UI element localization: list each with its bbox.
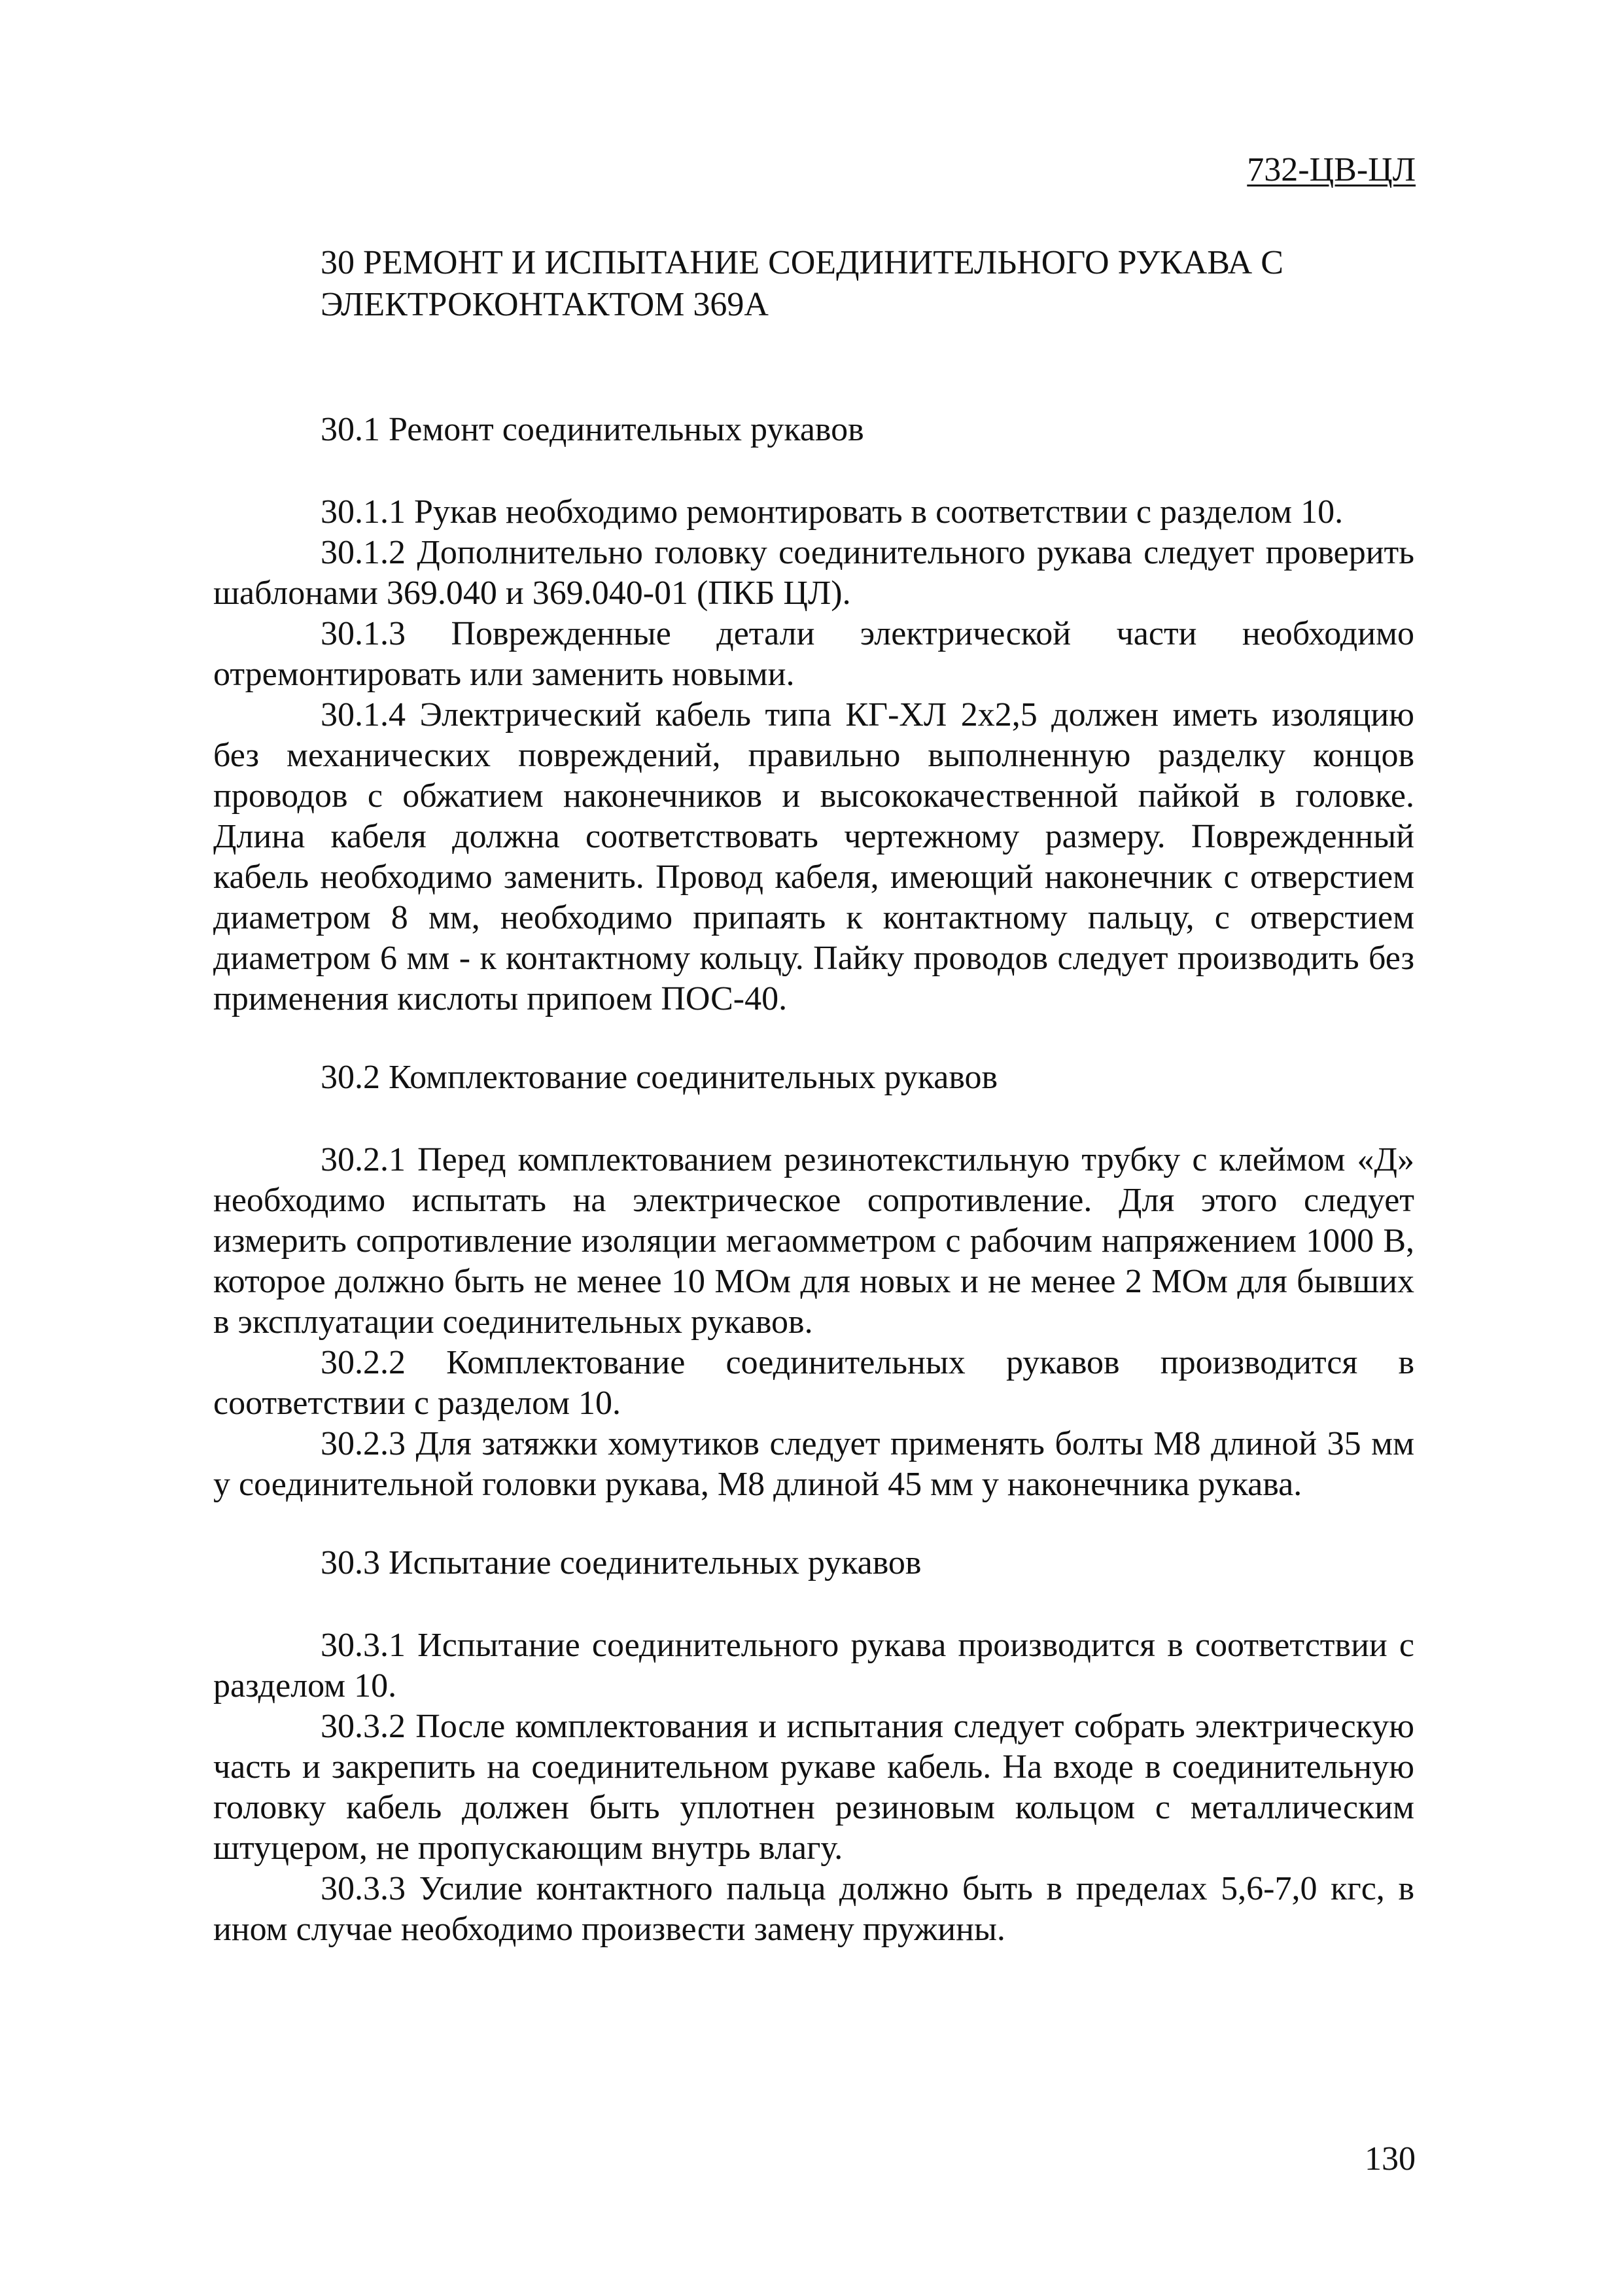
page-content (213, 242, 1414, 1950)
document-code: 732-ЦВ-ЦЛ (1247, 151, 1416, 188)
paragraph-30-3-3: 30.3.3 Усилие контактного пальца должно быть в пределах 5,6-7,0 кгс, в ином случае необходимо произвести замену пружины. (213, 1870, 1414, 1948)
subsection-heading-30-3: 30.3 Испытание соединительных рукавов (321, 1544, 922, 1581)
paragraph-30-1-1: 30.1.1 Рукав необходимо ремонтировать в соответствии с разделом 10. (321, 493, 1344, 531)
paragraph-30-2-1: 30.2.1 Перед комплектованием резинотекстильную трубку с клеймом «Д» необходимо испытать на электрическое сопротивление. Для этого следует измерить сопротивление изоляции мегаомметром с рабочим напряжением 1000 В, которое должно быть не менее 10 МОм для новых и не менее 2 МОм для бывших в эксплуатации соединительных рукавов. (213, 1141, 1414, 1341)
section-title-line-1: 30 РЕМОНТ И ИСПЫТАНИЕ СОЕДИНИТЕЛЬНОГО РУКАВА С (321, 244, 1283, 281)
paragraph-30-1-3: 30.1.3 Поврежденные детали электрической части необходимо отремонтировать или заменить новыми. (213, 615, 1414, 693)
paragraph-30-3-1: 30.3.1 Испытание соединительного рукава производится в соответствии с разделом 10. (213, 1627, 1414, 1704)
subsection-heading-30-2: 30.2 Комплектование соединительных рукавов (321, 1059, 998, 1096)
paragraph-30-1-4: 30.1.4 Электрический кабель типа КГ-ХЛ 2х2,5 должен иметь изоляцию без механических повреждений, правильно выполненную разделку концов проводов с обжатием наконечников и высококачественной пайкой в головке. Длина кабеля должна соответствовать чертежному размеру. Поврежденный кабель необходимо заменить. Провод кабеля, имеющий наконечник с отверстием диаметром 8 мм, необходимо припаять к контактному пальцу, с отверстием диаметром 6 мм - к контактному кольцу. Пайку проводов следует производить без применения кислоты припоем ПОС-40. (213, 696, 1414, 1017)
page-number: 130 (1365, 2140, 1416, 2178)
subsection-heading-30-1: 30.1 Ремонт соединительных рукавов (321, 411, 864, 448)
paragraph-30-2-3: 30.2.3 Для затяжки хомутиков следует применять болты М8 длиной 35 мм у соединительной головки рукава, М8 длиной 45 мм у наконечника рукава. (213, 1425, 1414, 1503)
paragraph-30-3-2: 30.3.2 После комплектования и испытания следует собрать электрическую часть и закрепить на соединительном рукаве кабель. На входе в соединительную головку кабель должен быть уплотнен резиновым кольцом с металлическим штуцером, не пропускающим внутрь влагу. (213, 1708, 1414, 1867)
paragraph-30-1-2: 30.1.2 Дополнительно головку соединительного рукава следует проверить шаблонами 369.040 и 369.040-01 (ПКБ ЦЛ). (213, 534, 1414, 612)
section-title-line-2: ЭЛЕКТРОКОНТАКТОМ 369А (321, 286, 769, 323)
paragraph-30-2-2: 30.2.2 Комплектование соединительных рукавов производится в соответствии с разделом 10. (213, 1344, 1414, 1422)
